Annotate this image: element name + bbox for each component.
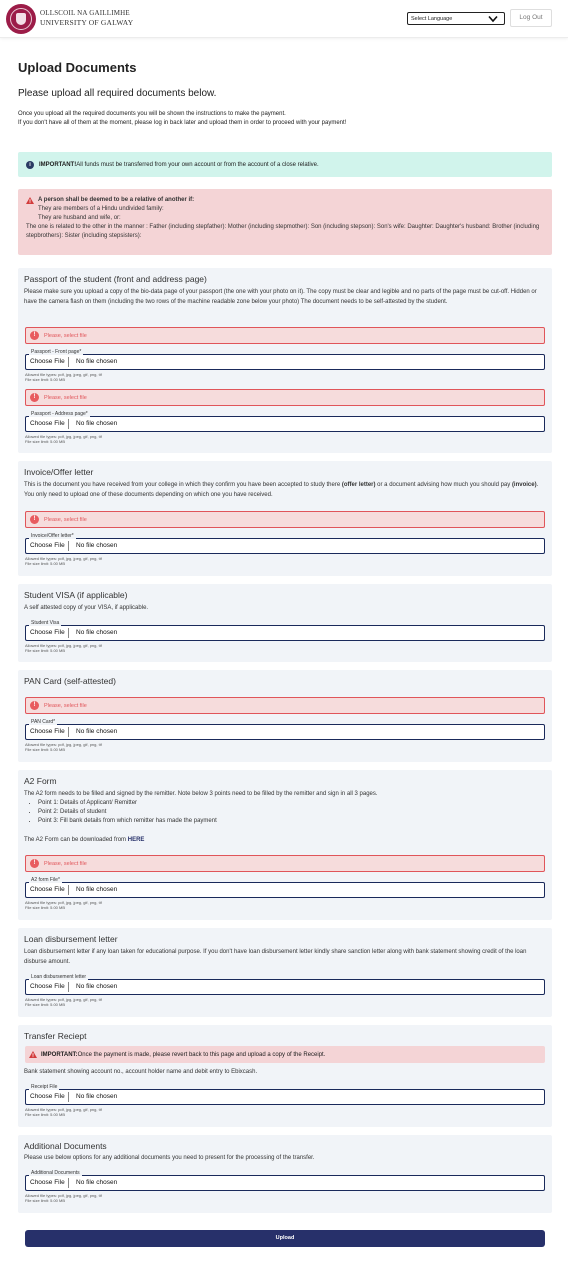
invoice-section xyxy=(18,461,552,576)
file-hint: Allowed file types: pdf, jpg, jpeg, gif, png, tif File size limit: 5.00 MB xyxy=(25,372,102,382)
section-description: This is the document you have received from your college in which they confirm you have been accepted to study there (offer letter) or a document advising how much you should pay (invoice). You only need to upload one of these documents depending on which one you have received. xyxy=(24,482,539,498)
choose-file-button[interactable]: Choose File xyxy=(30,885,69,895)
error-icon: ! xyxy=(30,393,39,402)
choose-file-button[interactable]: Choose File xyxy=(30,1092,69,1102)
funds-info-alert: i IMPORTANT! All funds must be transferred from your own account or from the account of a close relative. xyxy=(18,152,552,177)
passport-address-error: ! Please, select file xyxy=(25,389,545,406)
pan-file-input[interactable]: PAN Card* Choose File No file chosen xyxy=(25,724,545,740)
receipt-section xyxy=(18,1025,552,1127)
page-subtitle: Please upload all required documents below. xyxy=(18,88,217,99)
section-description: Please use below options for any additional documents you need to present for the processing of the transfer. xyxy=(24,1155,315,1161)
intro-text: Once you upload all the required documents you will be shown the instructions to make the payment. If you don't have all of them at the moment, please log in back later and upload them in order to proceed with your payment! xyxy=(18,111,347,126)
info-icon: i xyxy=(26,161,34,169)
chevron-down-icon xyxy=(488,15,498,23)
file-hint: Allowed file types: pdf, jpg, jpeg, gif, png, tif File size limit: 5.00 MB xyxy=(25,643,102,653)
error-icon: ! xyxy=(30,515,39,524)
choose-file-button[interactable]: Choose File xyxy=(30,419,69,429)
additional-section xyxy=(18,1135,552,1213)
choose-file-button[interactable]: Choose File xyxy=(30,541,69,551)
section-description: The A2 form needs to be filled and signed by the remitter. Note below 3 points need to be filled by the remitter and sign in all 3 pages. xyxy=(24,791,378,797)
warning-icon xyxy=(29,1051,37,1058)
loan-file-input[interactable]: Loan disbursement letter Choose File No file chosen xyxy=(25,979,545,995)
error-icon: ! xyxy=(30,859,39,868)
section-description: A self attested copy of your VISA, if applicable. xyxy=(24,605,149,611)
top-header xyxy=(0,0,568,38)
a2-download-text: The A2 Form can be downloaded from HERE xyxy=(24,837,145,843)
a2-points-list: • Point 1: Details of Applicant/ Remitter • Point 2: Details of student • Point 3: Fill bank details from which remitter has made the payment xyxy=(30,799,217,826)
visa-file-input[interactable]: Student Visa Choose File No file chosen xyxy=(25,625,545,641)
file-hint: Allowed file types: pdf, jpg, jpeg, gif, png, tif File size limit: 5.00 MB xyxy=(25,556,102,566)
additional-file-input[interactable]: Additional Documents Choose File No file chosen xyxy=(25,1175,545,1191)
visa-section xyxy=(18,584,552,662)
warning-icon xyxy=(26,197,34,204)
section-description: Loan disbursement letter if any loan taken for educational purpose. If you don't have loan disbursement letter kindly share sanction letter along with bank statement showing credit of the loan disburse amount. xyxy=(24,949,527,965)
section-title: Additional Documents xyxy=(24,1141,107,1151)
file-hint: Allowed file types: pdf, jpg, jpeg, gif, png, tif File size limit: 5.00 MB xyxy=(25,997,102,1007)
section-title: A2 Form xyxy=(24,776,57,786)
a2-file-input[interactable]: A2 form File* Choose File No file chosen xyxy=(25,882,545,898)
upload-button[interactable]: Upload xyxy=(25,1230,545,1247)
passport-section xyxy=(18,268,552,453)
a2-form-section xyxy=(18,770,552,920)
relative-definition-alert: A person shall be deemed to be a relative of another if: They are members of a Hindu undivided family: They are husband and wife, or: The one is related to the other in the manner : Father (including stepfather): Mother (including stepmother): Son (including stepson): Son's wife: Daughter: Daughter's husband: Brother (including stepbrothers): Sister (including stepsisters): xyxy=(18,189,552,255)
error-icon: ! xyxy=(30,701,39,710)
passport-front-error: ! Please, select file xyxy=(25,327,545,344)
university-wordmark[interactable]: OLLSCOIL NA GAILLIMHE UNIVERSITY OF GALWAY xyxy=(40,9,134,27)
section-title: Invoice/Offer letter xyxy=(24,467,94,477)
loan-section xyxy=(18,928,552,1017)
pan-section xyxy=(18,670,552,762)
error-icon: ! xyxy=(30,331,39,340)
receipt-important-alert: IMPORTANT: Once the payment is made, please revert back to this page and upload a copy of the Receipt. xyxy=(25,1046,545,1063)
choose-file-button[interactable]: Choose File xyxy=(30,628,69,638)
pan-error: ! Please, select file xyxy=(25,697,545,714)
section-title: Passport of the student (front and address page) xyxy=(24,274,207,284)
choose-file-button[interactable]: Choose File xyxy=(30,357,69,367)
section-title: Transfer Reciept xyxy=(24,1031,87,1041)
logout-button[interactable]: Log Out xyxy=(510,9,552,27)
page-title: Upload Documents xyxy=(18,60,137,75)
section-title: PAN Card (self-attested) xyxy=(24,676,116,686)
receipt-file-input[interactable]: Receipt File Choose File No file chosen xyxy=(25,1089,545,1105)
file-hint: Allowed file types: pdf, jpg, jpeg, gif, png, tif File size limit: 5.00 MB xyxy=(25,1107,102,1117)
section-description: Bank statement showing account no., account holder name and debit entry to Ebixcash. xyxy=(24,1069,258,1075)
choose-file-button[interactable]: Choose File xyxy=(30,982,69,992)
choose-file-button[interactable]: Choose File xyxy=(30,1178,69,1188)
passport-address-file-input[interactable]: Passport - Address page* Choose File No file chosen xyxy=(25,416,545,432)
invoice-file-input[interactable]: Invoice/Offer letter* Choose File No file chosen xyxy=(25,538,545,554)
file-hint: Allowed file types: pdf, jpg, jpeg, gif, png, tif File size limit: 5.00 MB xyxy=(25,1193,102,1203)
invoice-error: ! Please, select file xyxy=(25,511,545,528)
file-hint: Allowed file types: pdf, jpg, jpeg, gif, png, tif File size limit: 5.00 MB xyxy=(25,742,102,752)
a2-error: ! Please, select file xyxy=(25,855,545,872)
section-title: Student VISA (if applicable) xyxy=(24,590,128,600)
section-title: Loan disbursement letter xyxy=(24,934,118,944)
passport-front-file-input[interactable]: Passport - Front page* Choose File No file chosen xyxy=(25,354,545,370)
file-hint: Allowed file types: pdf, jpg, jpeg, gif, png, tif File size limit: 5.00 MB xyxy=(25,434,102,444)
choose-file-button[interactable]: Choose File xyxy=(30,727,69,737)
a2-download-link[interactable]: HERE xyxy=(127,837,145,843)
section-description: Please make sure you upload a copy of the bio-data page of your passport (the one with your photo on it). The copy must be clear and legible and no parts of the page must be cut-off. Hidden or have the camera flash on them (including the two rows of the machine readable zone below your photo) The document needs to be self-attested by the student. xyxy=(24,289,537,305)
language-select[interactable]: Select Language xyxy=(407,12,505,25)
file-hint: Allowed file types: pdf, jpg, jpeg, gif, png, tif File size limit: 5.00 MB xyxy=(25,900,102,910)
university-seal-logo[interactable] xyxy=(6,4,36,34)
